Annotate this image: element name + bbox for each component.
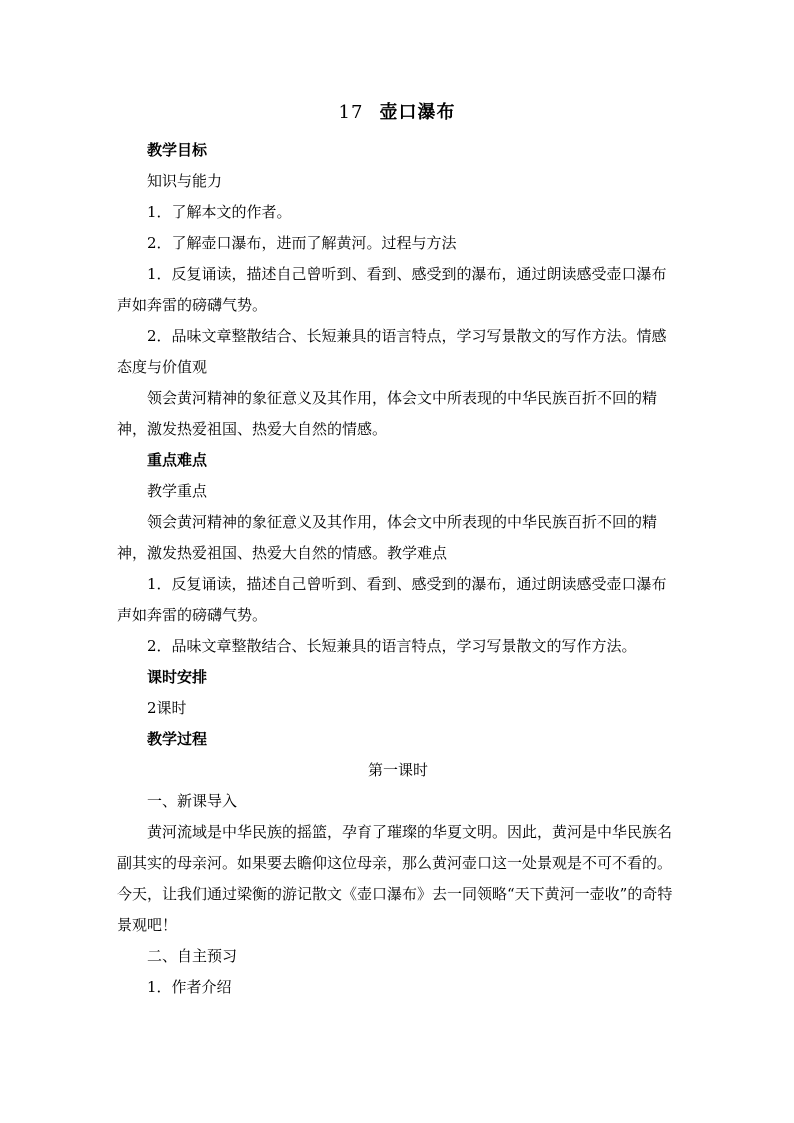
section-heading: 教学过程 bbox=[147, 730, 208, 748]
paragraph: 黄河流域是中华民族的摇篮，孕育了璀璨的华夏文明。因此，黄河是中华民族名副其实的母亲河。如果要去瞻仰这位母亲，那么黄河壶口这一处景观是不可不看的。今天，让我们通过梁衡的游记散文《壶口瀑布》去一同领略“天下黄河一壶收”的奇特景观吧！ bbox=[117, 823, 673, 934]
paragraph: 1．反复诵读，描述自己曾听到、看到、感受到的瀑布，通过朗读感受壶口瀑布声如奔雷的磅礴气势。 bbox=[117, 575, 667, 624]
paragraph: 2．品味文章整散结合、长短兼具的语言特点，学习写景散文的写作方法。情感态度与价值观 bbox=[117, 327, 667, 376]
paragraph: 1．作者介绍 bbox=[147, 978, 232, 996]
paragraph: 领会黄河精神的象征意义及其作用，体会文中所表现的中华民族百折不回的精神，激发热爱祖国、热爱大自然的情感。 bbox=[117, 389, 658, 438]
paragraph: 1．了解本文的作者。 bbox=[147, 203, 292, 221]
paragraph: 2．了解壶口瀑布，进而了解黄河。过程与方法 bbox=[147, 234, 457, 252]
paragraph: 2．品味文章整散结合、长短兼具的语言特点，学习写景散文的写作方法。 bbox=[147, 637, 637, 655]
paragraph: 1．反复诵读，描述自己曾听到、看到、感受到的瀑布，通过朗读感受壶口瀑布声如奔雷的磅礴气势。 bbox=[117, 265, 667, 314]
page-title bbox=[0, 98, 794, 124]
paragraph: 2课时 bbox=[147, 699, 187, 717]
paragraph: 一、新课导入 bbox=[147, 792, 238, 810]
paragraph: 二、自主预习 bbox=[147, 947, 238, 965]
lesson-title: 壶口瀑布 bbox=[379, 102, 456, 123]
paragraph: 教学重点 bbox=[147, 482, 208, 500]
section-heading: 重点难点 bbox=[147, 451, 208, 469]
section-heading: 教学目标 bbox=[147, 141, 208, 159]
subheading-lesson-one: 第一课时 bbox=[367, 761, 428, 779]
lesson-number: 17 bbox=[338, 102, 364, 123]
paragraph: 知识与能力 bbox=[147, 172, 223, 190]
document-body bbox=[117, 135, 679, 1003]
section-heading: 课时安排 bbox=[147, 668, 208, 686]
paragraph: 领会黄河精神的象征意义及其作用，体会文中所表现的中华民族百折不回的精神，激发热爱祖国、热爱大自然的情感。教学难点 bbox=[117, 513, 658, 562]
